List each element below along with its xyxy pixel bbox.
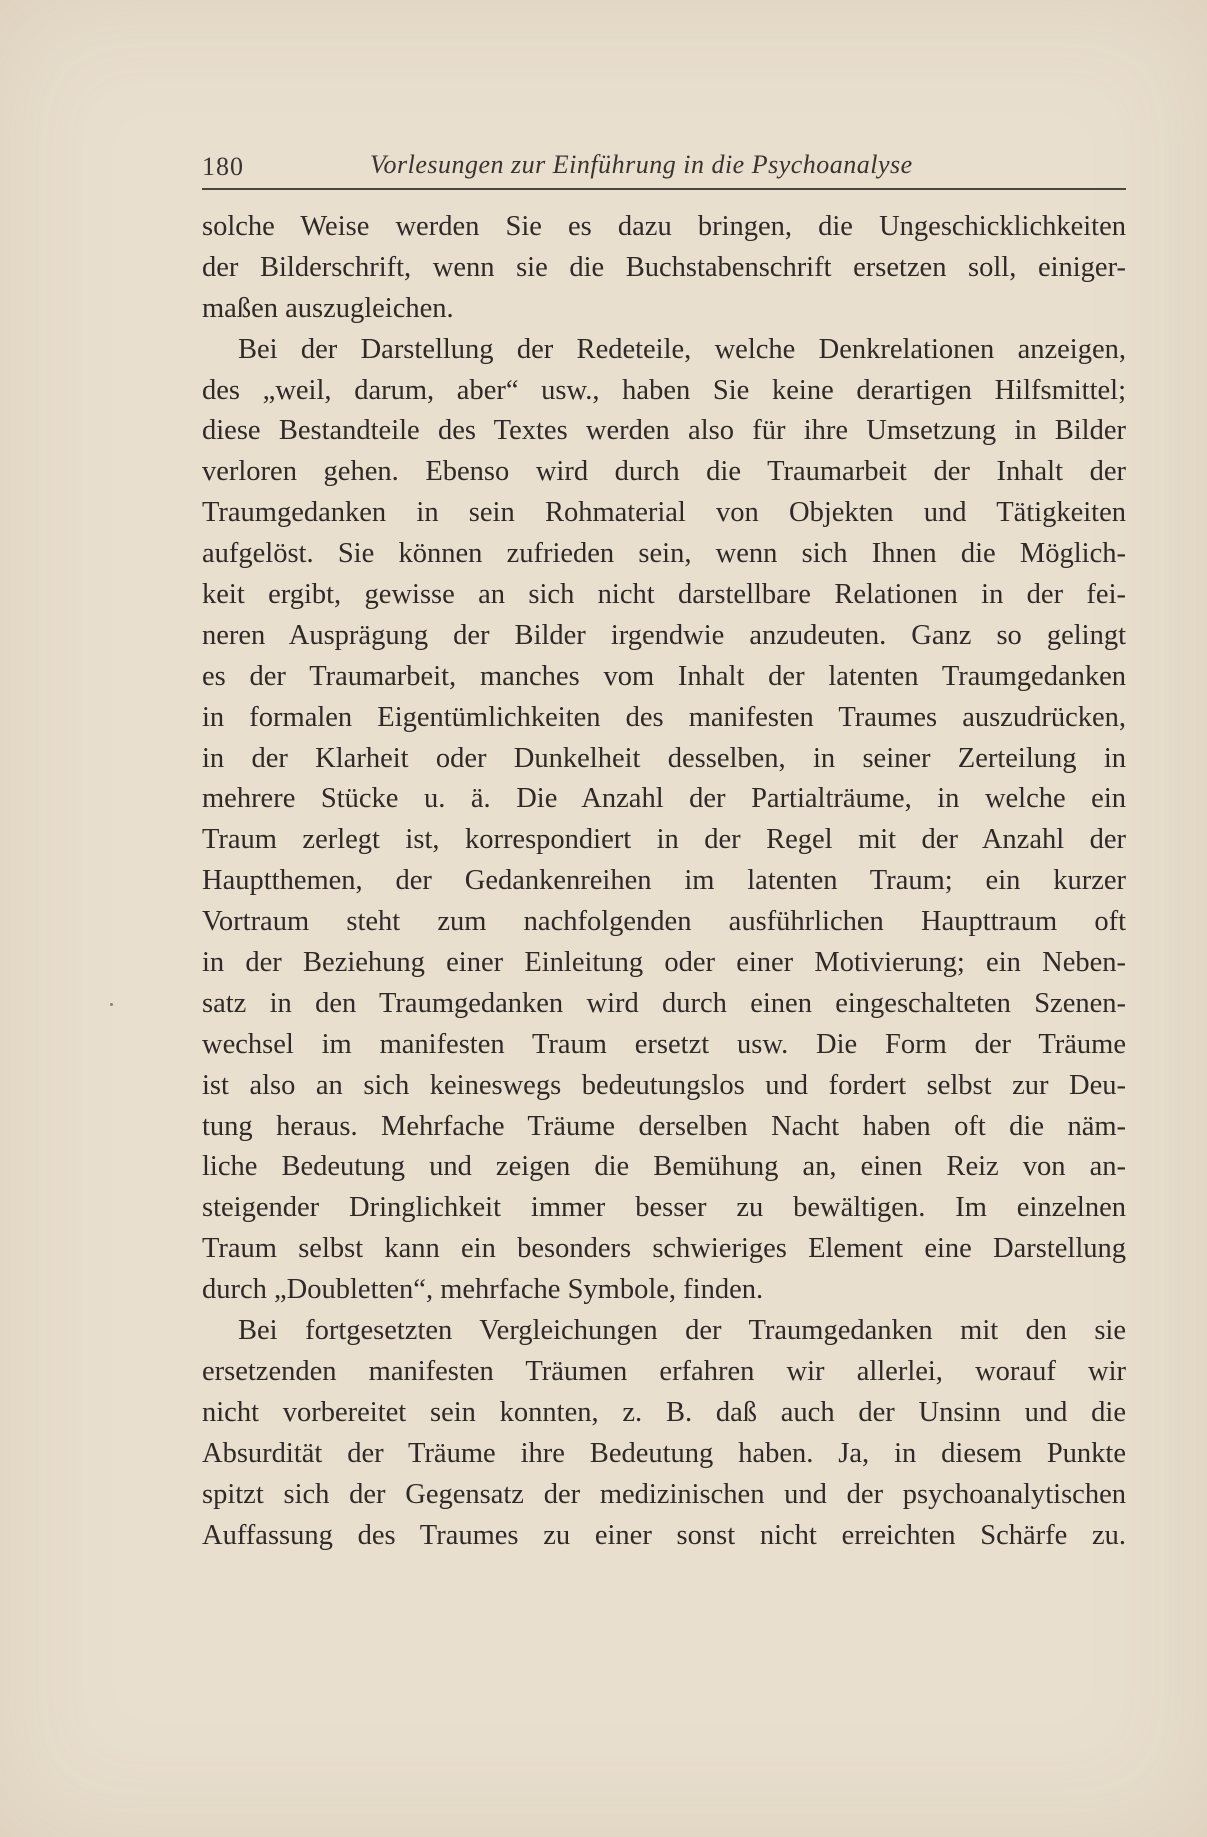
text-line: Traum selbst kann ein besonders schwieriges Element eine Darstellung bbox=[202, 1233, 1126, 1265]
text-line: keit ergibt, gewisse an sich nicht darstellbare Relationen in der fei- bbox=[202, 579, 1126, 611]
text-line: verloren gehen. Ebenso wird durch die Traumarbeit der Inhalt der bbox=[202, 456, 1126, 488]
text-line: in formalen Eigentümlichkeiten des manifesten Traumes auszudrücken, bbox=[202, 701, 1126, 733]
running-title: Vorlesungen zur Einführung in die Psychoanalyse bbox=[370, 150, 913, 179]
text-line: steigender Dringlichkeit immer besser zu bewältigen. Im einzelnen bbox=[202, 1192, 1126, 1224]
text-line: nicht vorbereitet sein konnten, z. B. daß auch der Unsinn und die bbox=[202, 1396, 1126, 1428]
text-line: Absurdität der Träume ihre Bedeutung haben. Ja, in diesem Punkte bbox=[202, 1437, 1126, 1469]
text-line: wechsel im manifesten Traum ersetzt usw. Die Form der Träume bbox=[202, 1028, 1126, 1060]
text-line: es der Traumarbeit, manches vom Inhalt der latenten Traumgedanken bbox=[202, 660, 1126, 692]
text-line: diese Bestandteile des Textes werden also für ihre Umsetzung in Bilder bbox=[202, 415, 1126, 447]
text-line: solche Weise werden Sie es dazu bringen, die Ungeschicklichkeiten bbox=[202, 211, 1126, 242]
text-line: tung heraus. Mehrfache Träume derselben Nacht haben oft die näm- bbox=[202, 1110, 1126, 1142]
text-line: des „weil, darum, aber“ usw., haben Sie keine derartigen Hilfsmittel; bbox=[202, 374, 1126, 406]
text-line: neren Ausprägung der Bilder irgendwie anzudeuten. Ganz so gelingt bbox=[202, 619, 1126, 651]
text-line: durch „Doubletten“, mehrfache Symbole, finden. bbox=[202, 1274, 764, 1306]
text-line: in der Klarheit oder Dunkelheit desselben, in seiner Zerteilung in bbox=[202, 742, 1126, 774]
text-line: in der Beziehung einer Einleitung oder einer Motivierung; ein Neben- bbox=[202, 947, 1126, 979]
text-line: ersetzenden manifesten Träumen erfahren wir allerlei, worauf wir bbox=[202, 1355, 1126, 1387]
text-line: Hauptthemen, der Gedankenreihen im latenten Traum; ein kurzer bbox=[202, 865, 1126, 897]
text-line: Vortraum steht zum nachfolgenden ausführlichen Haupttraum oft bbox=[202, 906, 1126, 938]
text-line: maßen auszugleichen. bbox=[202, 292, 454, 324]
text-line: mehrere Stücke u. ä. Die Anzahl der Partialträume, in welche ein bbox=[202, 783, 1126, 815]
text-line: Traum zerlegt ist, korrespondiert in der Regel mit der Anzahl der bbox=[202, 824, 1126, 856]
text-line: Bei fortgesetzten Vergleichungen der Traumgedanken mit den sie bbox=[238, 1315, 1126, 1347]
text-line: spitzt sich der Gegensatz der medizinischen und der psychoanalytischen bbox=[202, 1478, 1126, 1510]
text-line: Traumgedanken in sein Rohmaterial von Objekten und Tätigkeiten bbox=[202, 497, 1126, 529]
text-line: ist also an sich keineswegs bedeutungslos und fordert selbst zur Deu- bbox=[202, 1069, 1126, 1101]
text-line: Bei der Darstellung der Redeteile, welche Denkrelationen anzeigen, bbox=[238, 333, 1126, 365]
text-line: satz in den Traumgedanken wird durch einen eingeschalteten Szenen- bbox=[202, 987, 1126, 1019]
text-line: aufgelöst. Sie können zufrieden sein, wenn sich Ihnen die Möglich- bbox=[202, 538, 1126, 570]
text-line: liche Bedeutung und zeigen die Bemühung an, einen Reiz von an- bbox=[202, 1151, 1126, 1183]
header-rule bbox=[202, 188, 1126, 190]
text-line: Auffassung des Traumes zu einer sonst nicht erreichten Schärfe zu. bbox=[202, 1519, 1126, 1551]
page-header bbox=[202, 148, 1126, 188]
page-number: 180 bbox=[202, 152, 244, 181]
margin-mark bbox=[110, 1003, 113, 1006]
body-text bbox=[202, 207, 1126, 1556]
text-line: der Bilderschrift, wenn sie die Buchstabenschrift ersetzen soll, einiger- bbox=[202, 251, 1126, 283]
